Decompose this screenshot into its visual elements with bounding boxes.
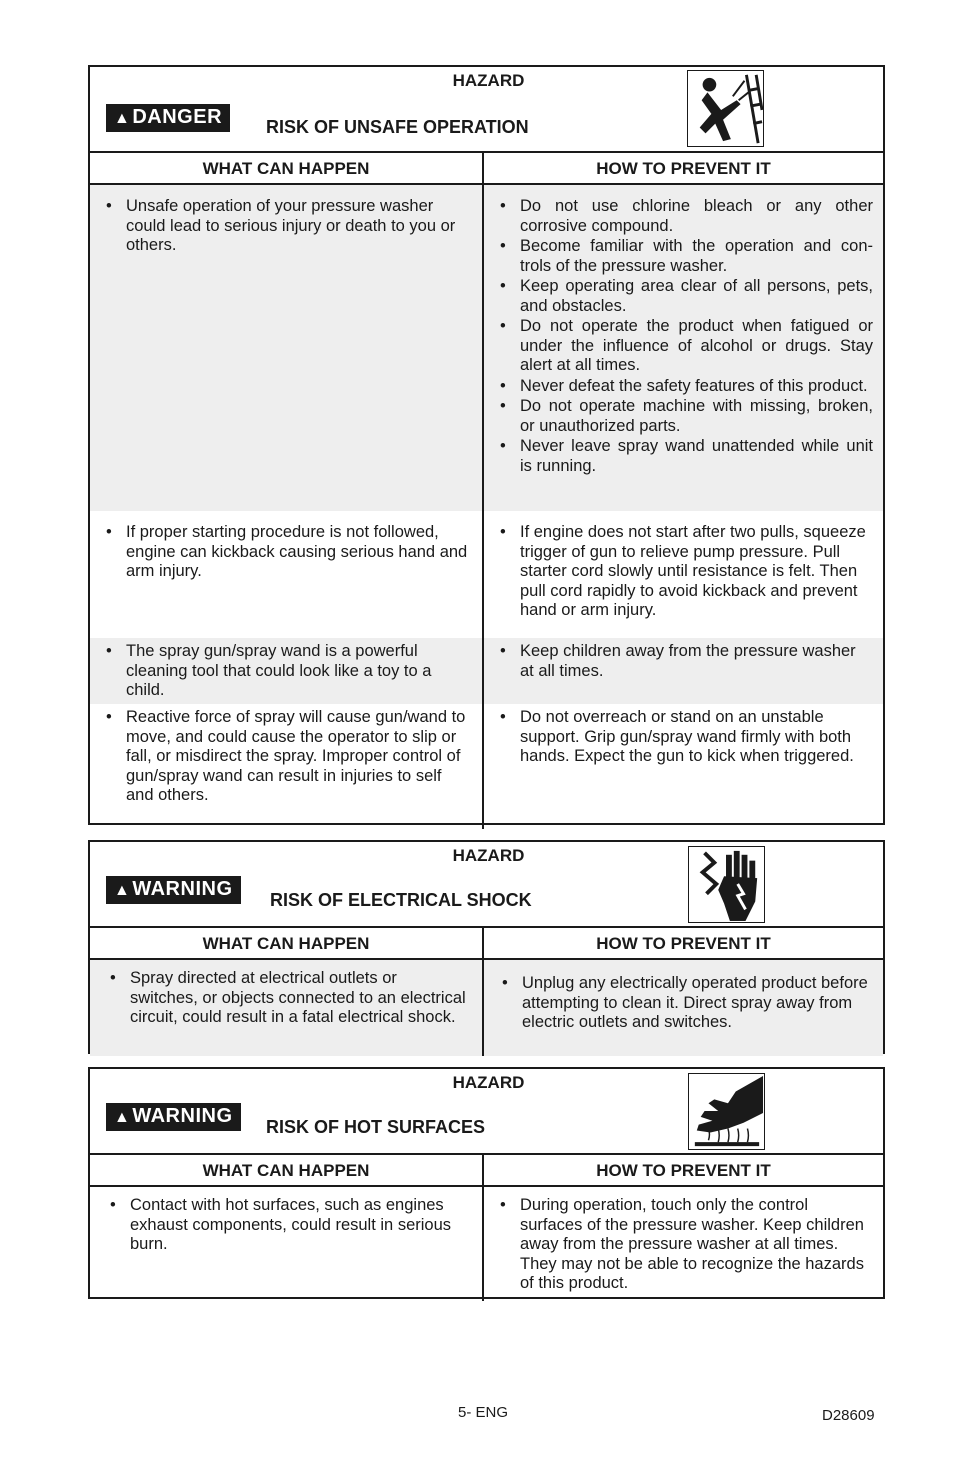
what-can-happen-cell (90, 185, 484, 511)
list-item: • Do not overreach or stand on an unstable support. Grip gun/spray wand firmly with both hands. Expect the gun to kick when triggered. (498, 708, 873, 767)
hazard-header (90, 842, 883, 928)
how-to-prevent-cell (484, 704, 883, 829)
hazard-label: HAZARD (452, 1073, 525, 1092)
col-header-how-to-prevent: HOW TO PREVENT IT (596, 934, 771, 953)
column-headers (90, 153, 883, 185)
list-item: • Keep children away from the pressure washer at all times. (498, 642, 873, 681)
what-can-happen-cell (90, 704, 484, 829)
document-code: D28609 (822, 1407, 875, 1424)
list-item: • Do not use chlorine bleach or any other corrosive compound. (498, 197, 873, 236)
list-item: • Become familiar with the operation and con- trols of the pressure washer. (498, 237, 873, 276)
list-item: • Do not operate machine with missing, broken, or unauthorized parts. (498, 397, 873, 436)
list-item: • Never defeat the safety features of this product. (498, 377, 873, 397)
list-item: • Never leave spray wand unattended while unit is running. (498, 437, 873, 476)
what-can-happen-cell (90, 511, 484, 638)
risk-title: RISK OF UNSAFE OPERATION (266, 117, 529, 137)
list-item: • If engine does not start after two pulls, squeeze trigger of gun to relieve pump pressure. Pull starter cord slowly until resistance is felt. Then pull cord rapidly to avoid kickback and prevent hand or arm injury. (498, 523, 873, 621)
hazard-header (90, 67, 883, 153)
list-item: • During operation, touch only the control surfaces of the pressure washer. Keep children away from the pressure washer at all times. They may not be able to recognize the hazards of this product. (498, 1196, 873, 1294)
hot-surface-icon (688, 1073, 765, 1150)
list-item: • Spray directed at electrical outlets or switches, or objects connected to an electrical circuit, could result in a fatal electrical shock. (108, 969, 468, 1028)
hazard-label: HAZARD (452, 71, 525, 90)
signal-word: DANGER (132, 106, 223, 128)
what-can-happen-cell (90, 1187, 484, 1301)
alert-triangle-icon: ▲ (114, 1109, 131, 1126)
list-item: • Reactive force of spray will cause gun/wand to move, and could cause the operator to slip or fall, or misdirect the spray. Improper control of gun/spray wand can result in injuries to self and others. (104, 708, 468, 806)
warning-badge (106, 876, 241, 904)
hazard-header (90, 1069, 883, 1155)
col-header-what-can-happen: WHAT CAN HAPPEN (90, 153, 484, 183)
hazard-panel-electrical-shock (88, 840, 885, 1054)
alert-triangle-icon: ▲ (114, 882, 131, 899)
how-to-prevent-cell (484, 185, 883, 511)
hazard-label: HAZARD (452, 846, 525, 865)
slip-fall-icon (687, 70, 764, 147)
list-item: • Unsafe operation of your pressure washer could lead to serious injury or death to you or others. (104, 197, 468, 256)
warning-badge (106, 1103, 241, 1131)
list-item: • If proper starting procedure is not followed, engine can kickback causing serious hand and arm injury. (104, 523, 468, 582)
danger-badge (106, 104, 230, 132)
signal-word: WARNING (132, 878, 233, 900)
page-number: 5- ENG (458, 1404, 509, 1421)
column-headers (90, 1155, 883, 1187)
signal-word: WARNING (132, 1105, 233, 1127)
col-header-how-to-prevent: HOW TO PREVENT IT (596, 159, 771, 178)
list-item: • The spray gun/spray wand is a powerful cleaning tool that could look like a toy to a child. (104, 642, 468, 701)
column-headers (90, 928, 883, 960)
what-can-happen-cell (90, 960, 484, 1056)
what-can-happen-cell (90, 638, 484, 704)
table-row (90, 638, 883, 704)
hazard-panel-unsafe-operation (88, 65, 885, 825)
how-to-prevent-cell (484, 960, 883, 1056)
risk-title: RISK OF HOT SURFACES (266, 1117, 486, 1137)
how-to-prevent-cell (484, 511, 883, 638)
table-row (90, 511, 883, 638)
list-item: • Unplug any electrically operated product before attempting to clean it. Direct spray away from electric outlets and switches. (500, 974, 873, 1033)
table-row (90, 704, 883, 829)
hazard-panel-hot-surfaces (88, 1067, 885, 1299)
how-to-prevent-cell (484, 1187, 883, 1301)
table-row (90, 1187, 883, 1301)
col-header-what-can-happen: WHAT CAN HAPPEN (90, 1155, 484, 1185)
list-item: • Keep operating area clear of all persons, pets, and obstacles. (498, 277, 873, 316)
alert-triangle-icon: ▲ (114, 110, 131, 127)
col-header-how-to-prevent: HOW TO PREVENT IT (596, 1161, 771, 1180)
table-row (90, 185, 883, 511)
table-row (90, 960, 883, 1056)
how-to-prevent-cell (484, 638, 883, 704)
list-item: • Do not operate the product when fatigued or under the influence of alcohol or drugs. Stay alert at all times. (498, 317, 873, 376)
electric-shock-icon (688, 846, 765, 923)
col-header-what-can-happen: WHAT CAN HAPPEN (90, 928, 484, 958)
risk-title: RISK OF ELECTRICAL SHOCK (270, 890, 532, 910)
list-item: • Contact with hot surfaces, such as engines exhaust components, could result in serious burn. (108, 1196, 468, 1255)
